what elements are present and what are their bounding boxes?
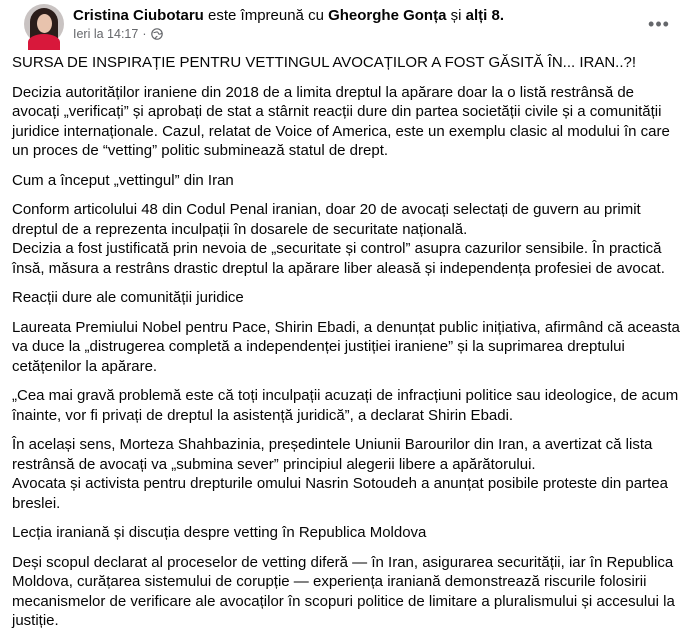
more-options-icon[interactable]: ••• [648, 14, 670, 34]
post-line: Laureata Premiului Nobel pentru Pace, Shirin Ebadi, a denunțat public inițiativa, afirmând că aceasta va duce la „distrugerea completă a independenței justiției iraniene” și la suprimarea dreptului cetățenilor la apărare. [12, 318, 680, 375]
post-line: Cum a început „vettingul” din Iran [12, 171, 234, 189]
post-paragraph [12, 435, 683, 513]
post-line: Reacții dure ale comunității juridice [12, 289, 244, 306]
post-line: În același sens, Morteza Shahbazinia, președintele Uniunii Barourilor din Iran, a avertizat că lista restrânsă de avocați va „submina sever” principiul alegerii libere a apărătorului. [12, 436, 653, 473]
post-line: Lecția iraniană și discuția despre vetting în Republica Moldova [12, 524, 427, 541]
post-line: „Cea mai gravă problemă este că toți inculpații acuzați de infracțiuni politice sau ideologice, de acum înainte, vor fi privați de dreptul la asistență juridică”, a declarat Shirin Ebadi. [12, 387, 679, 424]
others-link[interactable]: alți 8 [465, 7, 500, 24]
post-paragraph [12, 386, 683, 425]
post-paragraph [12, 288, 683, 308]
post-line: SURSA DE INSPIRAȚIE PENTRU VETTINGUL AVOCAȚILOR A FOST GĂSITĂ ÎN... IRAN..?! [12, 54, 637, 71]
meta-separator: · [142, 27, 147, 41]
tagged-person-link[interactable]: Gheorghe Gonța [328, 7, 447, 24]
post-paragraph [12, 200, 683, 278]
post-header [12, 0, 683, 50]
author-line: Cristina Ciubotaru este împreună cu Gheorghe Gonța și alți 8. [73, 7, 504, 24]
post-line: Deși scopul declarat al proceselor de vetting diferă — în Iran, asigurarea securității, iar în Republica Moldova, curățarea sistemului de corupție — experiența iraniană demonstrează riscurile folosirii mecanismelor de verificare ale avocaților în scopuri politice de limitare a pluralismului și accesului la justiție. [12, 553, 675, 629]
author-name-link[interactable]: Cristina Ciubotaru [73, 7, 204, 24]
post-paragraph [12, 171, 683, 191]
author-avatar[interactable] [24, 4, 64, 44]
and-text: și [450, 7, 462, 24]
post-body [12, 53, 683, 641]
post-paragraph [12, 83, 683, 161]
post-line: Avocata și activista pentru drepturile omului Nasrin Sotoudeh a anunțat posibile proteste din partea breslei. [12, 475, 668, 512]
post-line: Decizia autorităților iraniene din 2018 de a limita dreptul la apărare doar la o listă restrânsă de avocați „verificați” și aprobați de stat a stârnit reacții dure din partea societății civile și a comunității juridice internaționale. Cazul, relatat de Voice of America, este un exemplu clasic al modului în care un proces de “vetting” politic subminează statul de drept. [12, 83, 670, 159]
with-text: este împreună cu [208, 7, 324, 24]
post-paragraph [12, 318, 683, 377]
post-paragraph [12, 523, 683, 543]
post-paragraph [12, 553, 683, 631]
post-line: Decizia a fost justificată prin nevoia de „securitate și control” asupra cazurilor sensibile. În practică însă, măsura a restrâns drastic dreptul la apărare liber aleasă și independența profesiei de avocat. [12, 240, 665, 277]
post-paragraph [12, 53, 683, 73]
timestamp-link[interactable]: Ieri la 14:17 [73, 27, 139, 41]
post-line: Conform articolului 48 din Codul Penal iranian, doar 20 de avocați selectați de guvern au primit dreptul de a reprezenta inculpații în dosarele de securitate națională. [12, 201, 641, 238]
globe-icon[interactable] [151, 28, 163, 40]
post-meta [73, 27, 163, 41]
